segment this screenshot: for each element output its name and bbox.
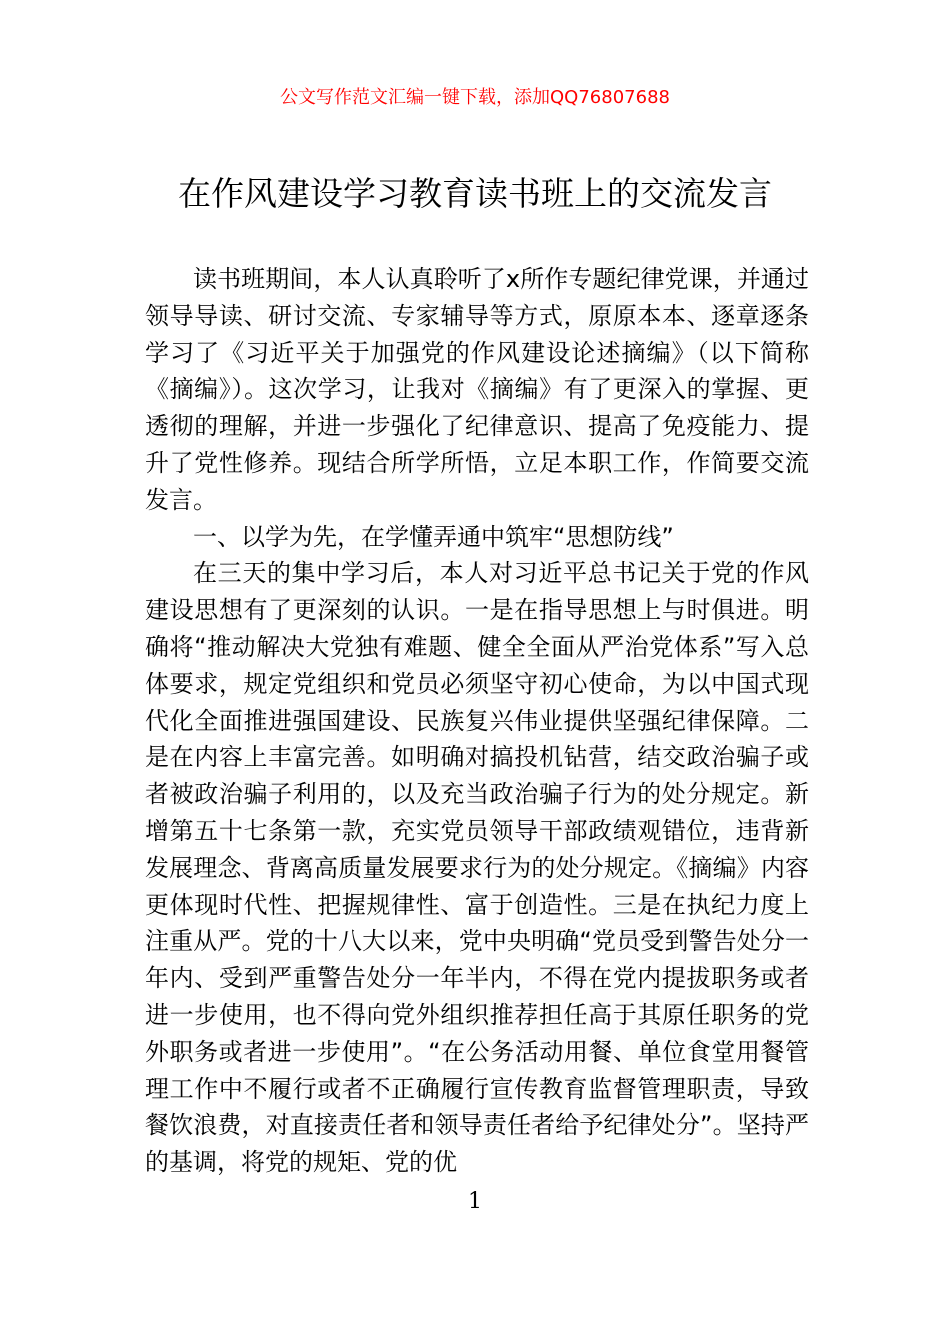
document-title: 在作风建设学习教育读书班上的交流发言: [178, 174, 772, 213]
document-body: [145, 261, 809, 1181]
intro-paragraph: 读书班期间，本人认真聆听了x所作专题纪律党课，并通过领导导读、研讨交流、专家辅导等方式，原原本本、逐章逐条学习了《习近平关于加强党的作风建设论述摘编》（以下简称《摘编》）。这次学习，让我对《摘编》有了更深入的掌握、更透彻的理解，并进一步强化了纪律意识、提高了免疫能力、提升了党性修养。现结合所学所悟，立足本职工作，作简要交流发言。: [145, 265, 809, 514]
section-heading-1: 一、以学为先，在学懂弄通中筑牢“思想防线”: [193, 522, 674, 551]
download-ad-note: 公文写作范文汇编一键下载，添加QQ76807688: [280, 87, 670, 108]
section-paragraph-1: 在三天的集中学习后，本人对习近平总书记关于党的作风建设思想有了更深刻的认识。一是在指导思想上与时俱进。明确将“推动解决大党独有难题、健全全面从严治党体系”写入总体要求，规定党组织和党员必须坚守初心使命，为以中国式现代化全面推进强国建设、民族复兴伟业提供坚强纪律保障。二是在内容上丰富完善。如明确对搞投机钻营，结交政治骗子或者被政治骗子利用的，以及充当政治骗子行为的处分规定。新增第五十七条第一款，充实党员领导干部政绩观错位，违背新发展理念、背离高质量发展要求行为的处分规定。《摘编》内容更体现时代性、把握规律性、富于创造性。三是在执纪力度上注重从严。党的十八大以来，党中央明确“党员受到警告处分一年内、受到严重警告处分一年半内，不得在党内提拔职务或者进一步使用，也不得向党外组织推荐担任高于其原任职务的党外职务或者进一步使用”。“在公务活动用餐、单位食堂用餐管理工作中不履行或者不正确履行宣传教育监督管理职责，导致餐饮浪费，对直接责任者和领导责任者给予纪律处分”。坚持严的基调，将党的规矩、党的优: [145, 559, 809, 1177]
page-number: 1: [468, 1189, 482, 1214]
